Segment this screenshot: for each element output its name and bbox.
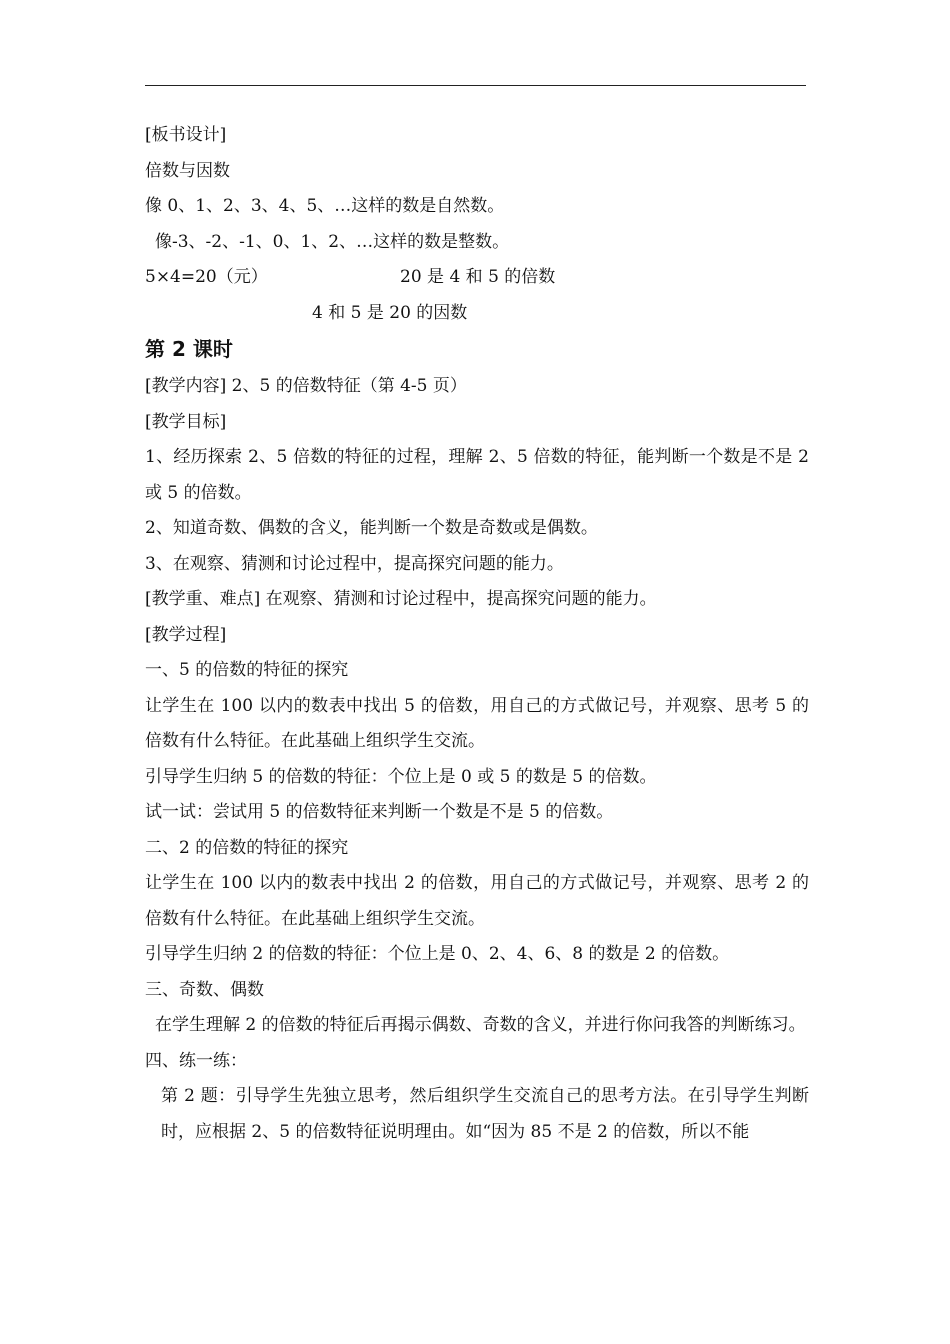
section-title: 三、奇数、偶数	[145, 979, 264, 1000]
section-title: 一、5 的倍数的特征的探究	[145, 660, 349, 680]
multiple-note: 20 是 4 和 5 的倍数	[400, 267, 556, 287]
document-body	[145, 118, 809, 1150]
paragraph: 引导学生归纳 2 的倍数的特征：个位上是 0、2、4、6、8 的数是 2 的倍数。	[145, 944, 730, 964]
natural-number-line: 像 0、1、2、3、4、5、…这样的数是自然数。	[145, 196, 505, 216]
paragraph: 在学生理解 2 的倍数的特征后再揭示偶数、奇数的含义，并进行你问我答的判断练习。	[155, 1015, 806, 1035]
integer-line: 像-3、-2、-1、0、1、2、…这样的数是整数。	[155, 231, 510, 252]
goal-item: 1、经历探索 2、5 倍数的特征的过程，理解 2、5 倍数的特征，能判断一个数是不是 2 或 5 的倍数。	[145, 447, 809, 503]
formula-row	[145, 260, 809, 296]
goal-item: 3、在观察、猜测和讨论过程中，提高探究问题的能力。	[145, 553, 564, 574]
paragraph: 第 2 题：引导学生先独立思考，然后组织学生交流自己的思考方法。在引导学生判断时，应根据 2、5 的倍数特征说明理由。如“因为 85 不是 2 的倍数，所以不能	[161, 1086, 809, 1142]
board-title: 倍数与因数	[145, 160, 230, 181]
goals-label: [教学目标]	[145, 411, 227, 432]
paragraph: 让学生在 100 以内的数表中找出 5 的倍数，用自己的方式做记号，并观察、思考 5 的倍数有什么特征。在此基础上组织学生交流。	[145, 695, 809, 751]
goal-item: 2、知道奇数、偶数的含义，能判断一个数是奇数或是偶数。	[145, 518, 598, 538]
lesson-heading: 第 2 课时	[145, 337, 233, 361]
factor-row	[145, 296, 809, 332]
factor-note: 4 和 5 是 20 的因数	[312, 302, 468, 323]
paragraph: 让学生在 100 以内的数表中找出 2 的倍数，用自己的方式做记号，并观察、思考 2 的倍数有什么特征。在此基础上组织学生交流。	[145, 873, 809, 929]
key-points: [教学重、难点] 在观察、猜测和讨论过程中，提高探究问题的能力。	[145, 589, 657, 609]
formula: 5×4=20（元）	[145, 267, 268, 287]
section-title: 二、2 的倍数的特征的探究	[145, 837, 349, 858]
section-title: 四、练一练：	[145, 1050, 247, 1071]
paragraph: 试一试：尝试用 5 的倍数特征来判断一个数是不是 5 的倍数。	[145, 802, 614, 822]
paragraph: 引导学生归纳 5 的倍数的特征：个位上是 0 或 5 的数是 5 的倍数。	[145, 766, 657, 787]
header-rule	[145, 85, 806, 86]
process-label: [教学过程]	[145, 624, 227, 645]
teaching-content: [教学内容] 2、5 的倍数特征（第 4-5 页）	[145, 376, 467, 396]
board-label: [板书设计]	[145, 125, 227, 145]
